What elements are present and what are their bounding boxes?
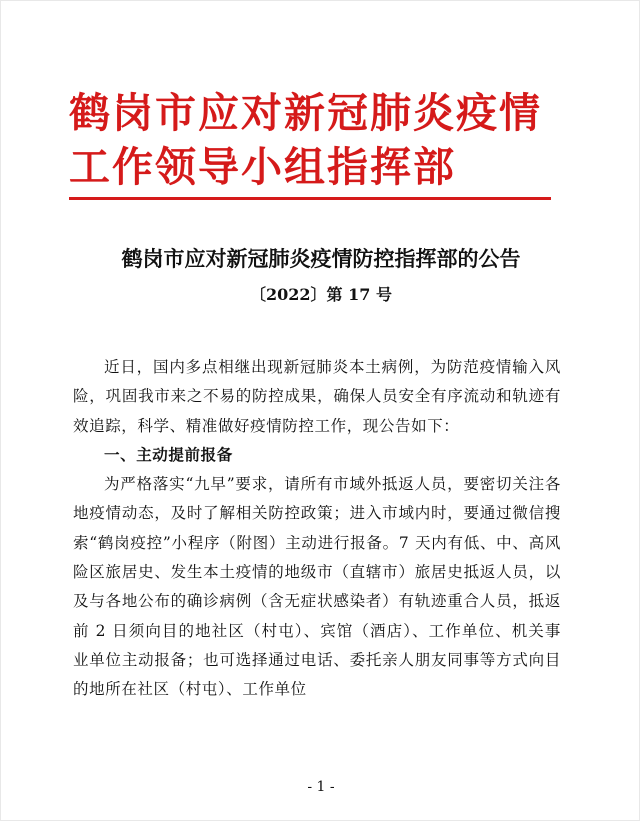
section-1-paragraph: 为严格落实“九早”要求，请所有市域外抵返人员，要密切关注各地疫情动态，及时了解相关防控政策；进入市域内时，要通过微信搜索“鹤岗疫控”小程序（附图）主动进行报备。7 天内有低、中、高风险区旅居史、发生本土疫情的地级市（直辖市）旅居史抵返人员，以及与各地公布的确诊病例（含无症状感染者）有轨迹重合人员，抵返前 2 日须向目的地社区（村屯）、宾馆（酒店）、工作单位、机关事业单位主动报备；也可选择通过电话、委托亲人朋友同事等方式向目的地所在社区（村屯）、工作单位 bbox=[73, 475, 561, 699]
issuer-header-line-2: 工作领导小组指挥部 bbox=[69, 143, 456, 191]
page-number: - 1 - bbox=[307, 779, 335, 795]
document-body bbox=[73, 353, 561, 705]
intro-paragraph: 近日，国内多点相继出现新冠肺炎本土病例，为防范疫情输入风险，巩固我市来之不易的防控成果，确保人员安全有序流动和轨迹有效追踪，科学、精准做好疫情防控工作，现公告如下： bbox=[73, 358, 561, 435]
red-divider-line bbox=[69, 197, 551, 200]
document-number: 〔2022〕第 17 号 bbox=[250, 285, 392, 304]
issuer-header-line-1: 鹤岗市应对新冠肺炎疫情 bbox=[69, 89, 542, 137]
document-title: 鹤岗市应对新冠肺炎疫情防控指挥部的公告 bbox=[121, 246, 521, 271]
section-1-heading: 一、主动提前报备 bbox=[104, 445, 233, 464]
